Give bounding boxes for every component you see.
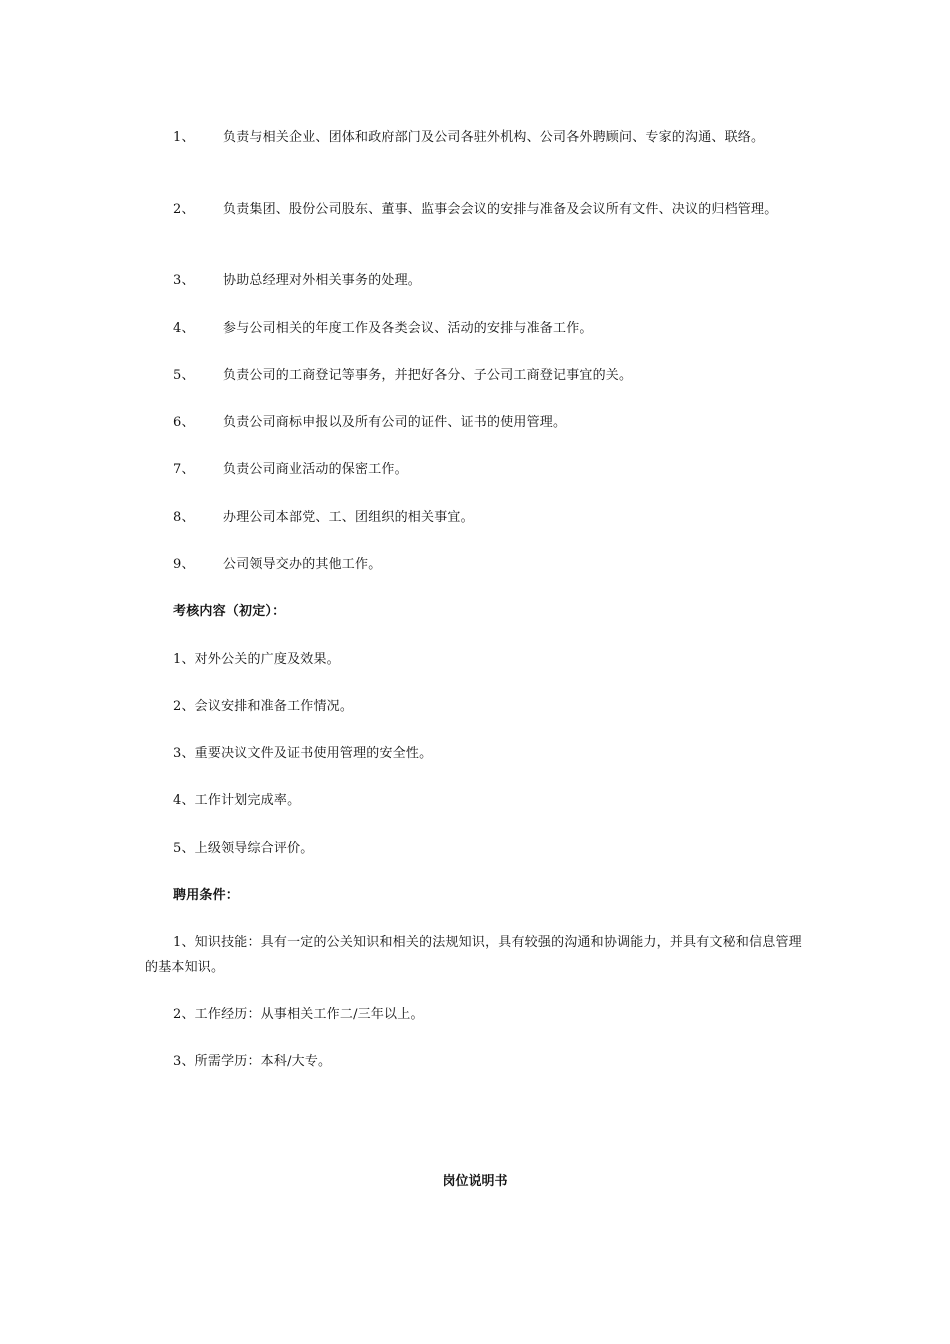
duty-number: 9、 [173, 557, 195, 572]
requirements-item-3: 3、所需学历：本科/大专。 [173, 1054, 332, 1069]
document-title: 岗位说明书 [442, 1174, 508, 1189]
assessment-item-3: 3、重要决议文件及证书使用管理的安全性。 [173, 746, 433, 761]
requirements-heading: 聘用条件： [173, 888, 240, 903]
duty-item-4 [145, 316, 810, 341]
duty-number: 1、 [173, 130, 195, 145]
duty-text: 负责公司的工商登记等事务，并把好各分、子公司工商登记事宜的关。 [223, 368, 633, 383]
duty-item-2 [145, 197, 810, 222]
duty-number: 4、 [173, 321, 195, 336]
duty-number: 8、 [173, 510, 195, 525]
duty-item-3 [145, 268, 810, 293]
duty-number: 7、 [173, 462, 195, 477]
duty-item-5 [145, 363, 810, 388]
duty-item-1 [145, 125, 810, 150]
duty-number: 2、 [173, 202, 195, 217]
duty-number: 6、 [173, 415, 195, 430]
requirements-item-1: 1、知识技能：具有一定的公关知识和相关的法规知识，具有较强的沟通和协调能力，并具有文秘和信息管理的基本知识。 [145, 935, 802, 975]
duty-item-7 [145, 457, 810, 482]
assessment-heading: 考核内容（初定）： [173, 604, 286, 619]
assessment-item-4: 4、工作计划完成率。 [173, 793, 301, 808]
duty-number: 3、 [173, 273, 195, 288]
duty-text: 公司领导交办的其他工作。 [223, 557, 382, 572]
duty-item-9 [145, 552, 810, 577]
duty-text: 负责集团、股份公司股东、董事、监事会会议的安排与准备及会议所有文件、决议的归档管理。 [223, 202, 778, 217]
duty-item-8 [145, 505, 810, 530]
assessment-item-1: 1、对外公关的广度及效果。 [173, 652, 340, 667]
duty-text: 参与公司相关的年度工作及各类会议、活动的安排与准备工作。 [223, 321, 593, 336]
duty-text: 负责公司商标申报以及所有公司的证件、证书的使用管理。 [223, 415, 567, 430]
duty-text: 负责公司商业活动的保密工作。 [223, 462, 408, 477]
duty-item-6 [145, 410, 810, 435]
requirements-item-2: 2、工作经历：从事相关工作二/三年以上。 [173, 1007, 424, 1022]
duty-text: 负责与相关企业、团体和政府部门及公司各驻外机构、公司各外聘顾问、专家的沟通、联络。 [223, 130, 765, 145]
assessment-item-2: 2、会议安排和准备工作情况。 [173, 699, 354, 714]
duty-text: 办理公司本部党、工、团组织的相关事宜。 [223, 510, 474, 525]
duty-text: 协助总经理对外相关事务的处理。 [223, 273, 422, 288]
assessment-item-5: 5、上级领导综合评价。 [173, 841, 314, 856]
duty-number: 5、 [173, 368, 195, 383]
